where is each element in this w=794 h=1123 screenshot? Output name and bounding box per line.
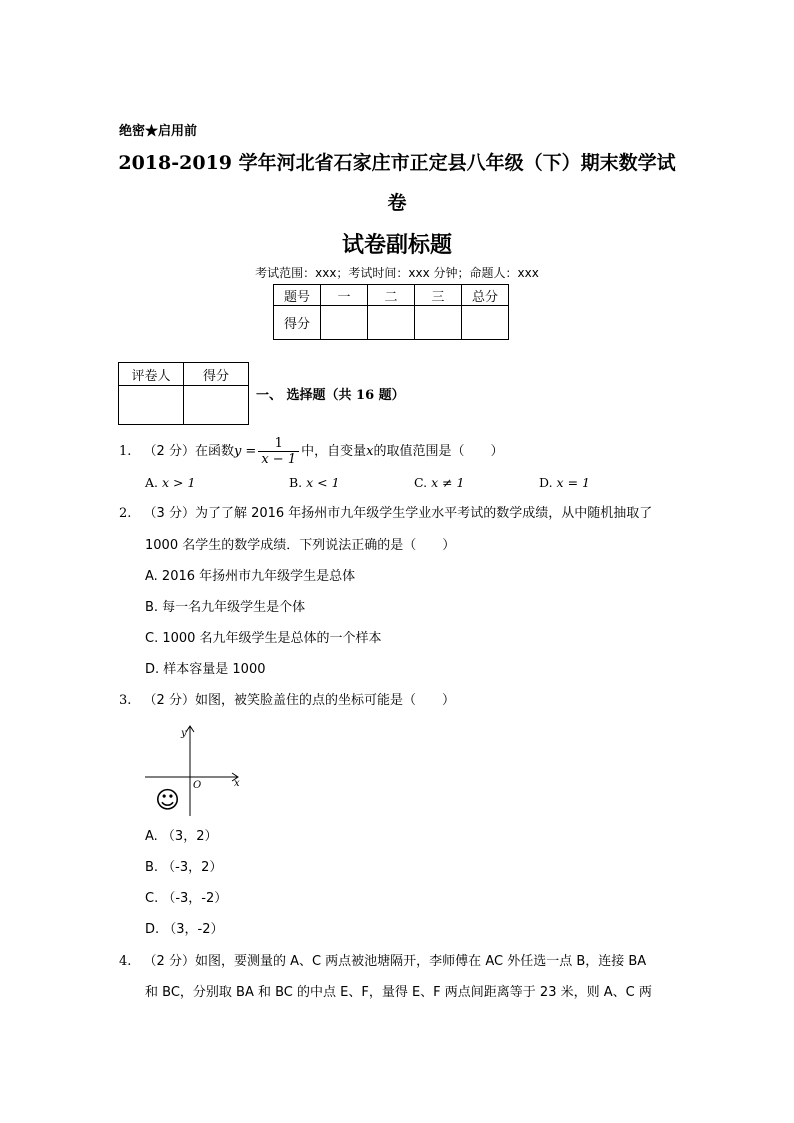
function-lhs: y =	[233, 444, 257, 459]
option-c	[414, 474, 465, 492]
score-cell	[415, 306, 462, 340]
question-text: 的取值范围是（ ）	[373, 444, 504, 459]
option-letter: A.	[145, 475, 159, 490]
question-text-line2: 1000 名学生的数学成绩．下列说法正确的是（ ）	[145, 538, 456, 553]
grader-cell	[184, 386, 249, 425]
option-a	[145, 474, 195, 492]
option-text: x = 1	[556, 475, 590, 490]
score-header-cell: 二	[368, 285, 415, 306]
score-header-cell: 一	[321, 285, 368, 306]
option-b: B. 每一名九年级学生是个体	[145, 600, 306, 615]
option-d: D. （3，-2）	[145, 922, 224, 937]
fraction-numerator: 1	[258, 436, 299, 452]
grader-header-cell: 得分	[184, 363, 249, 386]
option-b: B. （-3，2）	[145, 860, 223, 875]
option-a: A. 2016 年扬州市九年级学生是总体	[145, 569, 356, 584]
score-header-cell: 题号	[274, 285, 321, 306]
origin-label: O	[193, 780, 202, 791]
option-c: C. 1000 名九年级学生是总体的一个样本	[145, 631, 382, 646]
score-table	[273, 284, 509, 340]
exam-title: 2018-2019 学年河北省石家庄市正定县八年级（下）期末数学试	[118, 152, 676, 174]
score-header-cell: 三	[415, 285, 462, 306]
option-d: D. 样本容量是 1000	[145, 662, 266, 677]
question-number: 3.	[119, 693, 132, 708]
option-d	[539, 474, 590, 492]
option-text: x ≠ 1	[431, 475, 465, 490]
question-text-line2: 和 BC，分别取 BA 和 BC 的中点 E、F，量得 E、F 两点间距离等于 23 米，则 A、C 两	[145, 985, 652, 1000]
option-text: x < 1	[306, 475, 340, 490]
option-letter: B.	[289, 475, 303, 490]
smiley-face-icon: ☺	[155, 786, 181, 814]
question-number: 4.	[119, 954, 132, 969]
question-text: （2 分）在函数	[143, 444, 234, 459]
question-4	[119, 953, 646, 971]
question-2	[119, 505, 652, 523]
coordinate-figure	[140, 720, 250, 820]
score-header-cell: 总分	[462, 285, 509, 306]
score-cell	[462, 306, 509, 340]
grader-cell	[119, 386, 184, 425]
exam-title-continued: 卷	[387, 192, 407, 214]
confidential-label: 绝密★启用前	[119, 124, 198, 139]
option-text: x > 1	[162, 475, 196, 490]
question-number: 2.	[119, 506, 132, 521]
question-text: 中，自变量	[301, 444, 367, 459]
section-heading: 一、 选择题（共 16 题）	[256, 388, 405, 403]
option-a: A. （3，2）	[145, 829, 218, 844]
grader-header-cell: 评卷人	[119, 363, 184, 386]
question-text: （3 分）为了了解 2016 年扬州市九年级学生学业水平考试的数学成绩，从中随机抽取了	[143, 506, 653, 521]
question-text: （2 分）如图，要测量的 A、C 两点被池塘隔开，李师傅在 AC 外任选一点 B，连接 BA	[143, 954, 647, 969]
variable: x	[366, 444, 374, 459]
fraction	[258, 436, 299, 467]
exam-subtitle: 试卷副标题	[341, 232, 452, 258]
question-text: （2 分）如图，被笑脸盖住的点的坐标可能是（ ）	[143, 693, 455, 708]
score-label-cell: 得分	[274, 306, 321, 340]
question-number: 1.	[119, 444, 132, 459]
question-3	[119, 692, 455, 710]
question-1	[119, 436, 503, 467]
option-c: C. （-3，-2）	[145, 891, 228, 906]
exam-info: 考试范围：xxx；考试时间：xxx 分钟；命题人：xxx	[255, 266, 539, 280]
fraction-denominator: x − 1	[261, 452, 297, 467]
score-cell	[368, 306, 415, 340]
grader-table	[118, 362, 249, 425]
option-b	[289, 474, 340, 492]
score-cell	[321, 306, 368, 340]
option-letter: C.	[414, 475, 428, 490]
option-letter: D.	[539, 475, 553, 490]
x-axis-label: x	[234, 778, 240, 789]
y-axis-label: y	[181, 728, 187, 739]
